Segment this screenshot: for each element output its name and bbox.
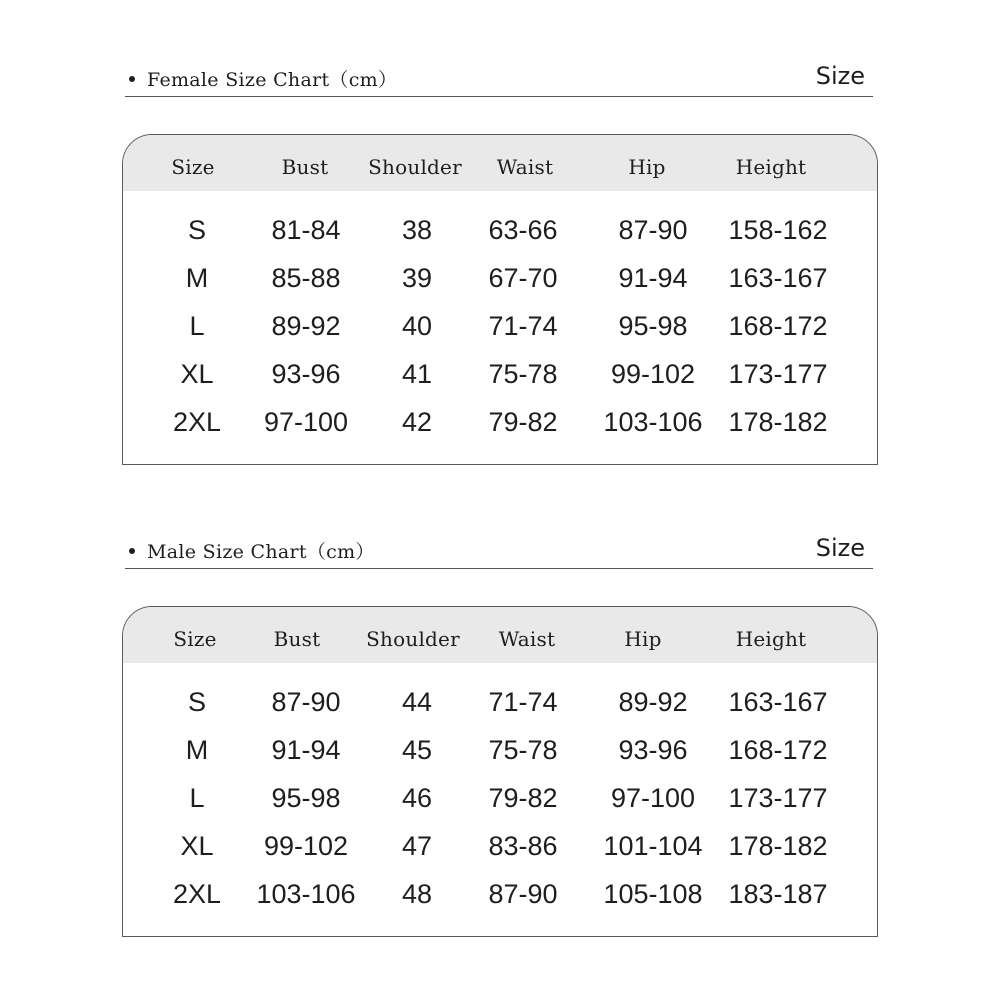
male-size-table — [122, 606, 878, 937]
cell-height: 168-172 — [728, 311, 828, 341]
cell-shoulder: 45 — [401, 735, 433, 765]
column-header-height: Height — [735, 627, 807, 651]
cell-height: 168-172 — [728, 735, 828, 765]
cell-waist: 75-78 — [488, 735, 558, 765]
cell-bust: 95-98 — [271, 783, 341, 813]
cell-size: XL — [180, 359, 214, 389]
male-chart-heading — [125, 534, 873, 569]
cell-size: 2XL — [172, 879, 222, 909]
cell-size: L — [189, 311, 205, 341]
cell-hip: 89-92 — [618, 687, 688, 717]
cell-size: L — [189, 783, 205, 813]
cell-hip: 95-98 — [618, 311, 688, 341]
column-header-shoulder: Shoulder — [366, 627, 460, 651]
cell-bust: 97-100 — [263, 407, 349, 437]
column-header-hip: Hip — [624, 627, 662, 651]
cell-waist: 75-78 — [488, 359, 558, 389]
cell-waist: 79-82 — [488, 783, 558, 813]
male-size-label: Size — [815, 534, 865, 562]
cell-waist: 87-90 — [488, 879, 558, 909]
female-chart-title: Female Size Chart（cm） — [147, 69, 398, 91]
cell-bust: 91-94 — [271, 735, 341, 765]
cell-hip: 93-96 — [618, 735, 688, 765]
column-header-waist: Waist — [498, 627, 556, 651]
column-header-bust: Bust — [281, 155, 329, 179]
cell-size: XL — [180, 831, 214, 861]
column-header-size: Size — [173, 627, 217, 651]
cell-shoulder: 38 — [401, 215, 433, 245]
cell-waist: 79-82 — [488, 407, 558, 437]
cell-bust: 93-96 — [271, 359, 341, 389]
cell-bust: 85-88 — [271, 263, 341, 293]
column-header-size: Size — [171, 155, 215, 179]
cell-shoulder: 46 — [401, 783, 433, 813]
cell-hip: 99-102 — [610, 359, 696, 389]
cell-shoulder: 44 — [401, 687, 433, 717]
cell-shoulder: 42 — [401, 407, 433, 437]
cell-size: M — [185, 735, 209, 765]
cell-hip: 97-100 — [610, 783, 696, 813]
cell-size: S — [187, 687, 207, 717]
cell-shoulder: 40 — [401, 311, 433, 341]
female-size-label: Size — [815, 62, 865, 90]
bullet-icon — [129, 548, 135, 554]
cell-size: M — [185, 263, 209, 293]
cell-height: 178-182 — [728, 831, 828, 861]
cell-hip: 91-94 — [618, 263, 688, 293]
bullet-icon — [129, 76, 135, 82]
male-chart-title: Male Size Chart（cm） — [147, 541, 375, 563]
cell-height: 178-182 — [728, 407, 828, 437]
column-header-hip: Hip — [628, 155, 666, 179]
column-header-height: Height — [735, 155, 807, 179]
cell-waist: 71-74 — [488, 311, 558, 341]
cell-bust: 89-92 — [271, 311, 341, 341]
cell-hip: 101-104 — [603, 831, 703, 861]
cell-shoulder: 41 — [401, 359, 433, 389]
cell-hip: 87-90 — [618, 215, 688, 245]
cell-bust: 103-106 — [256, 879, 356, 909]
cell-hip: 103-106 — [603, 407, 703, 437]
cell-shoulder: 47 — [401, 831, 433, 861]
cell-bust: 99-102 — [263, 831, 349, 861]
cell-height: 173-177 — [728, 359, 828, 389]
cell-height: 183-187 — [728, 879, 828, 909]
cell-size: S — [187, 215, 207, 245]
cell-bust: 81-84 — [271, 215, 341, 245]
cell-hip: 105-108 — [603, 879, 703, 909]
cell-size: 2XL — [172, 407, 222, 437]
column-header-bust: Bust — [273, 627, 321, 651]
cell-waist: 83-86 — [488, 831, 558, 861]
cell-waist: 71-74 — [488, 687, 558, 717]
column-header-waist: Waist — [496, 155, 554, 179]
cell-shoulder: 39 — [401, 263, 433, 293]
cell-height: 163-167 — [728, 263, 828, 293]
female-size-table — [122, 134, 878, 465]
cell-waist: 63-66 — [488, 215, 558, 245]
female-chart-heading — [125, 62, 873, 97]
cell-height: 158-162 — [728, 215, 828, 245]
cell-height: 173-177 — [728, 783, 828, 813]
cell-height: 163-167 — [728, 687, 828, 717]
cell-shoulder: 48 — [401, 879, 433, 909]
cell-waist: 67-70 — [488, 263, 558, 293]
cell-bust: 87-90 — [271, 687, 341, 717]
column-header-shoulder: Shoulder — [368, 155, 462, 179]
